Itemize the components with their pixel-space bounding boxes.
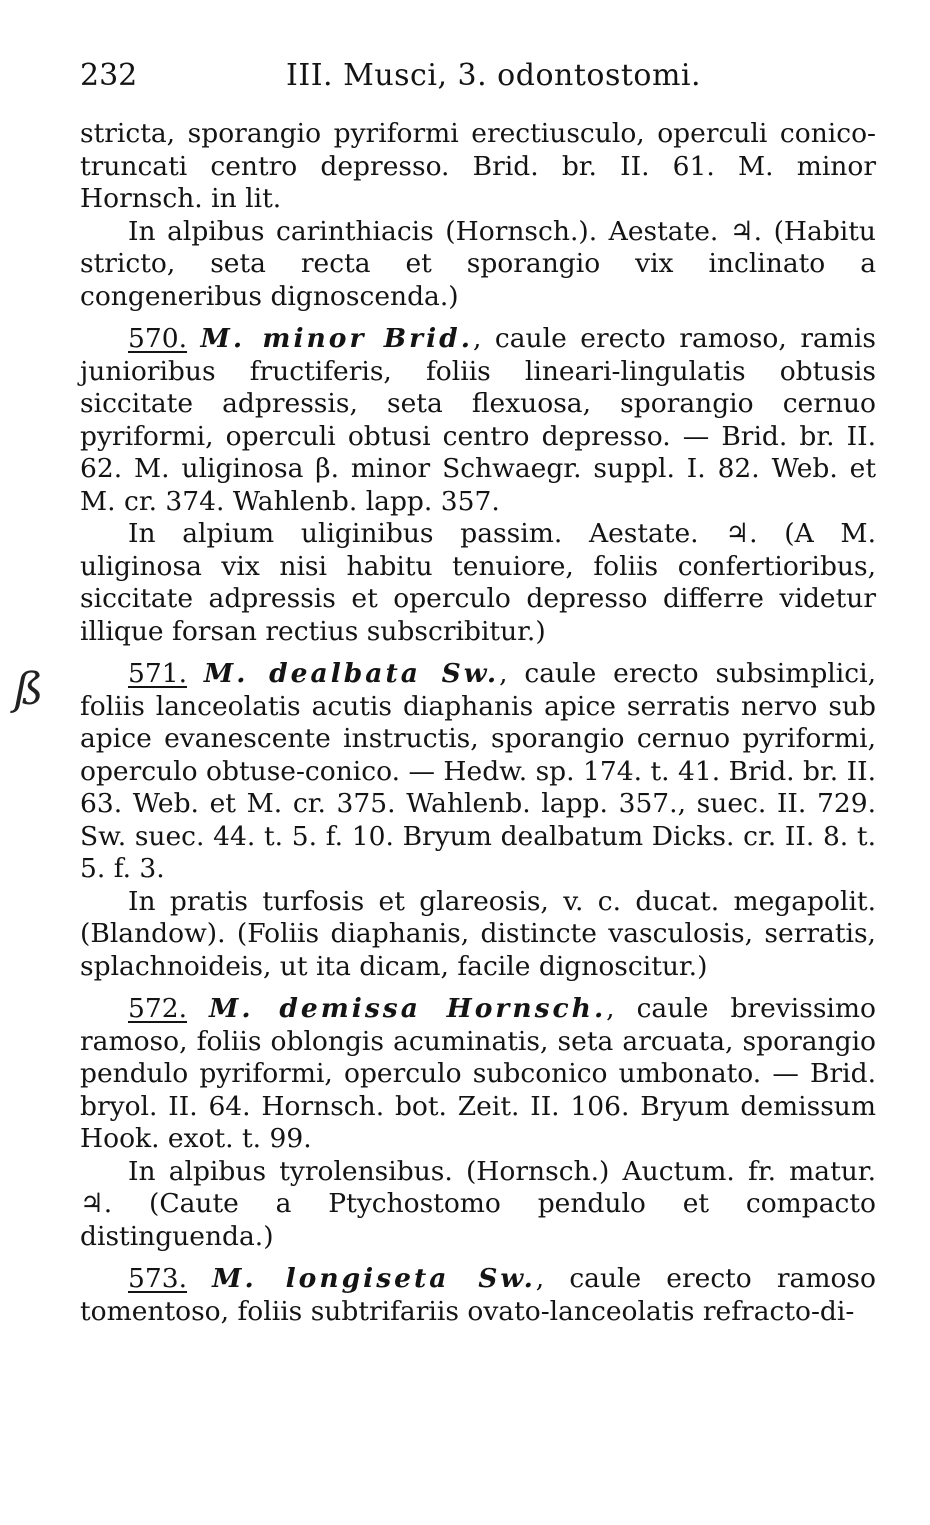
body-text [80, 118, 876, 1328]
paragraph-habitat-570: In alpium uliginibus passim. Aestate. ♃. (A M. uliginosa vix nisi habitu tenuiore, foliis confertioribus, siccitate adpressis et operculo depresso differre videtur illique forsan rectius subscribitur.) [80, 518, 876, 647]
paragraph-2: In alpibus carinthiacis (Hornsch.). Aestate. ♃. (Habitu stricto, seta recta et sporangio vix inclinato a congeneribus dignoscenda.) [80, 215, 876, 312]
paragraph-habitat-571: In pratis turfosis et glareosis, v. c. ducat. megapolit. (Blandow). (Foliis diaphanis, distincte vasculosis, serratis, splachnoideis, ut ita dicam, facile dignoscitur.) [80, 885, 876, 982]
margin-annotation: ß [14, 664, 44, 715]
entry-number: 570. [128, 323, 188, 354]
species-entry-573 [80, 1263, 876, 1328]
entry-number: 573. [128, 1263, 188, 1294]
species-name: M. longiseta Sw. [212, 1263, 536, 1294]
species-name: M. demissa Hornsch. [209, 993, 607, 1024]
entry-number: 571. [128, 658, 188, 689]
entry-description: , caule erecto subsimplici, foliis lanceolatis acutis diaphanis apice serratis nervo sub apice evanescente instructis, sporangio cernuo pyriformi, operculo obtuse-conico. — Hedw. sp. 174. t. 41. Brid. br. II. 63. Web. et M. cr. 375. Wahlenb. lapp. 357., suec. II. 729. Sw. suec. 44. t. 5. f. 10. Bryum dealbatum Dicks. cr. II. 8. t. 5. f. 3. [80, 658, 876, 884]
entry-number: 572. [128, 993, 188, 1024]
species-name: M. dealbata Sw. [203, 658, 500, 689]
species-entry-570 [80, 323, 876, 518]
entry-description: , caule brevissimo ramoso, foliis oblongis acuminatis, seta arcuata, sporangio pendulo pyriformi, operculo subconico umbonato. — Brid. bryol. II. 64. Hornsch. bot. Zeit. II. 106. Bryum demissum Hook. exot. t. 99. [80, 993, 876, 1154]
entry-description: , caule erecto ramoso tomentoso, foliis subtrifariis ovato-lanceolatis refracto-di- [80, 1263, 876, 1327]
species-name: M. minor Brid. [200, 323, 473, 354]
entry-description: , caule erecto ramoso, ramis junioribus fructiferis, foliis lineari-lingulatis obtusis siccitate adpressis, seta flexuosa, sporangio cernuo pyriformi, operculi obtusi centro depresso. — Brid. br. II. 62. M. uliginosa β. minor Schwaegr. suppl. I. 82. Web. et M. cr. 374. Wahlenb. lapp. 357. [80, 323, 876, 517]
paragraph-1: stricta, sporangio pyriformi erectiusculo, operculi conico-truncati centro depresso. Brid. br. II. 61. M. minor Hornsch. in lit. [80, 118, 876, 214]
page-number: 232 [80, 58, 138, 93]
species-entry-571 [80, 658, 876, 886]
species-entry-572 [80, 993, 876, 1156]
page-header [80, 56, 880, 96]
paragraph-habitat-572: In alpibus tyrolensibus. (Hornsch.) Auctum. fr. matur. ♃. (Caute a Ptychostomo pendulo et compacto distinguenda.) [80, 1155, 876, 1252]
running-head: III. Musci, 3. odontostomi. [286, 58, 702, 93]
